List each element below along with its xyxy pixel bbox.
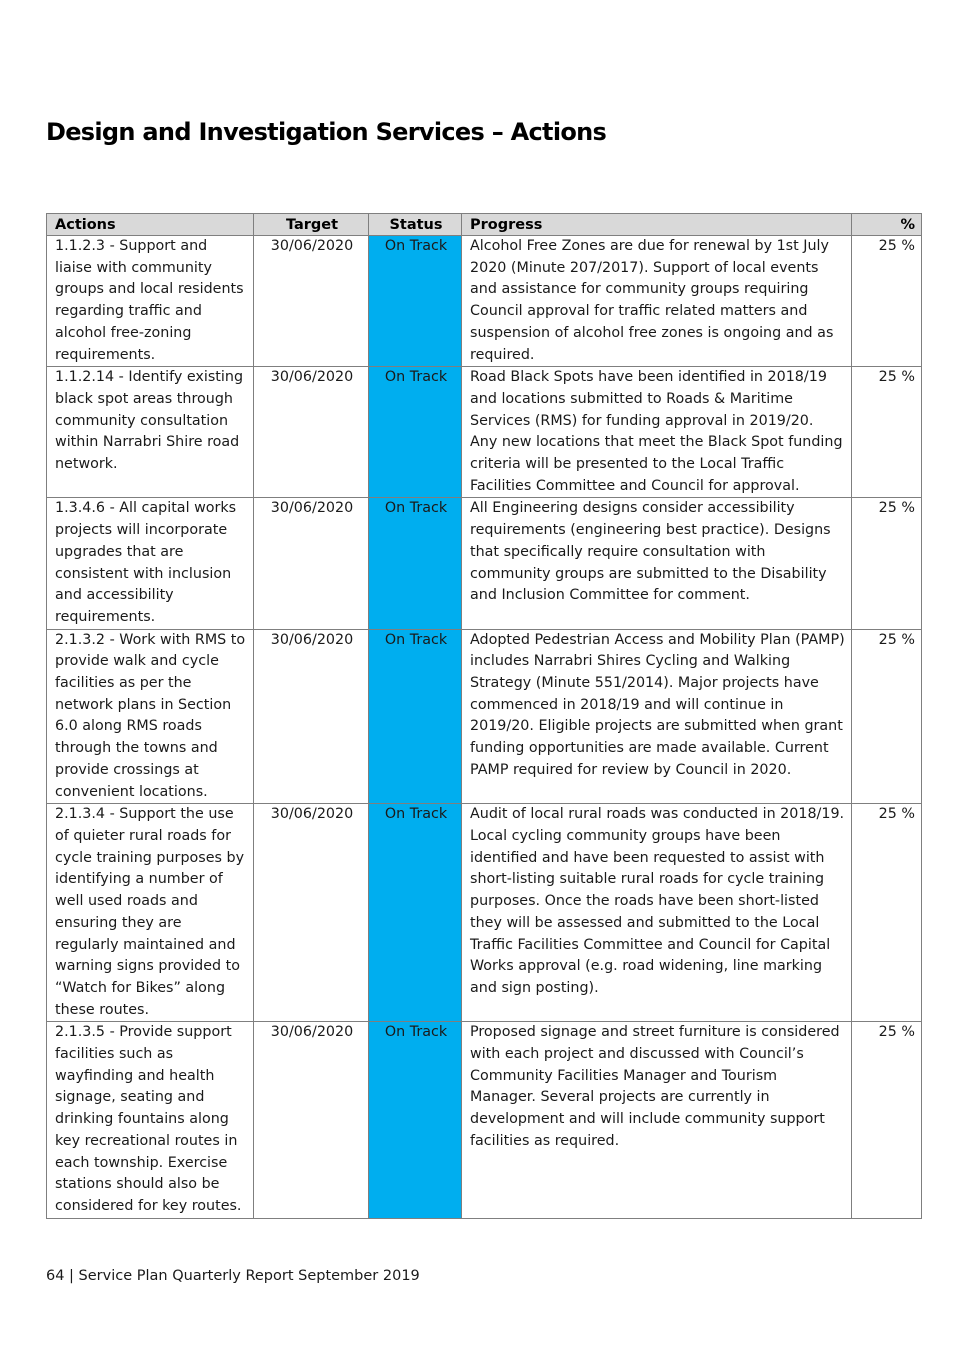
progress-cell: All Engineering designs consider accessibility requirements (engineering best practice). Designs that specifically require consultation with community groups are submitted to the Disability and Inclusion Committee for comment. <box>462 498 852 629</box>
header-target: Target <box>254 214 369 236</box>
header-status: Status <box>369 214 462 236</box>
table-row <box>47 629 922 804</box>
table-row <box>47 498 922 629</box>
target-cell: 30/06/2020 <box>254 1022 369 1218</box>
status-cell: On Track <box>369 629 462 804</box>
table-row <box>47 804 922 1022</box>
action-cell: 1.1.2.3 - Support and liaise with community groups and local residents regarding traffic and alcohol free-zoning requirements. <box>47 236 254 367</box>
target-cell: 30/06/2020 <box>254 236 369 367</box>
target-cell: 30/06/2020 <box>254 498 369 629</box>
action-cell: 1.1.2.14 - Identify existing black spot areas through community consultation within Narrabri Shire road network. <box>47 367 254 498</box>
progress-cell: Adopted Pedestrian Access and Mobility Plan (PAMP) includes Narrabri Shires Cycling and Walking Strategy (Minute 551/2014). Major projects have commenced in 2018/19 and will continue in 2019/20. Eligible projects are submitted when grant funding opportunities are made available. Current PAMP required for review by Council in 2020. <box>462 629 852 804</box>
status-cell: On Track <box>369 236 462 367</box>
action-cell: 1.3.4.6 - All capital works projects will incorporate upgrades that are consistent with inclusion and accessibility requirements. <box>47 498 254 629</box>
table-row <box>47 1022 922 1218</box>
percent-cell: 25 % <box>852 498 922 629</box>
target-cell: 30/06/2020 <box>254 367 369 498</box>
header-percent: % <box>852 214 922 236</box>
status-cell: On Track <box>369 498 462 629</box>
header-progress: Progress <box>462 214 852 236</box>
status-cell: On Track <box>369 367 462 498</box>
table-header-row <box>47 214 922 236</box>
table-row <box>47 367 922 498</box>
status-cell: On Track <box>369 1022 462 1218</box>
progress-cell: Proposed signage and street furniture is considered with each project and discussed with Council’s Community Facilities Manager and Tourism Manager. Several projects are currently in development and will include community support facilities as required. <box>462 1022 852 1218</box>
action-cell: 2.1.3.4 - Support the use of quieter rural roads for cycle training purposes by identifying a number of well used roads and ensuring they are regularly maintained and warning signs provided to “Watch for Bikes” along these routes. <box>47 804 254 1022</box>
action-cell: 2.1.3.5 - Provide support facilities such as wayfinding and health signage, seating and drinking fountains along key recreational routes in each township. Exercise stations should also be considered for key routes. <box>47 1022 254 1218</box>
progress-cell: Audit of local rural roads was conducted in 2018/19. Local cycling community groups have been identified and have been requested to assist with short-listing suitable rural roads for cycle training purposes. Once the roads have been short-listed they will be assessed and submitted to the Local Traffic Facilities Committee and Council for Capital Works approval (e.g. road widening, line marking and sign posting). <box>462 804 852 1022</box>
percent-cell: 25 % <box>852 367 922 498</box>
progress-cell: Road Black Spots have been identified in 2018/19 and locations submitted to Roads & Maritime Services (RMS) for funding approval in 2019/20. Any new locations that meet the Black Spot funding criteria will be presented to the Local Traffic Facilities Committee and Council for approval. <box>462 367 852 498</box>
target-cell: 30/06/2020 <box>254 629 369 804</box>
target-cell: 30/06/2020 <box>254 804 369 1022</box>
page-footer: 64 | Service Plan Quarterly Report September 2019 <box>46 1268 420 1284</box>
percent-cell: 25 % <box>852 1022 922 1218</box>
table-row <box>47 236 922 367</box>
action-cell: 2.1.3.2 - Work with RMS to provide walk and cycle facilities as per the network plans in Section 6.0 along RMS roads through the towns and provide crossings at convenient locations. <box>47 629 254 804</box>
header-actions: Actions <box>47 214 254 236</box>
page-title: Design and Investigation Services – Actions <box>46 118 607 146</box>
percent-cell: 25 % <box>852 804 922 1022</box>
percent-cell: 25 % <box>852 629 922 804</box>
actions-table <box>46 213 922 1219</box>
percent-cell: 25 % <box>852 236 922 367</box>
status-cell: On Track <box>369 804 462 1022</box>
progress-cell: Alcohol Free Zones are due for renewal by 1st July 2020 (Minute 207/2017). Support of local events and assistance for community groups requiring Council approval for traffic related matters and suspension of alcohol free zones is ongoing and as required. <box>462 236 852 367</box>
